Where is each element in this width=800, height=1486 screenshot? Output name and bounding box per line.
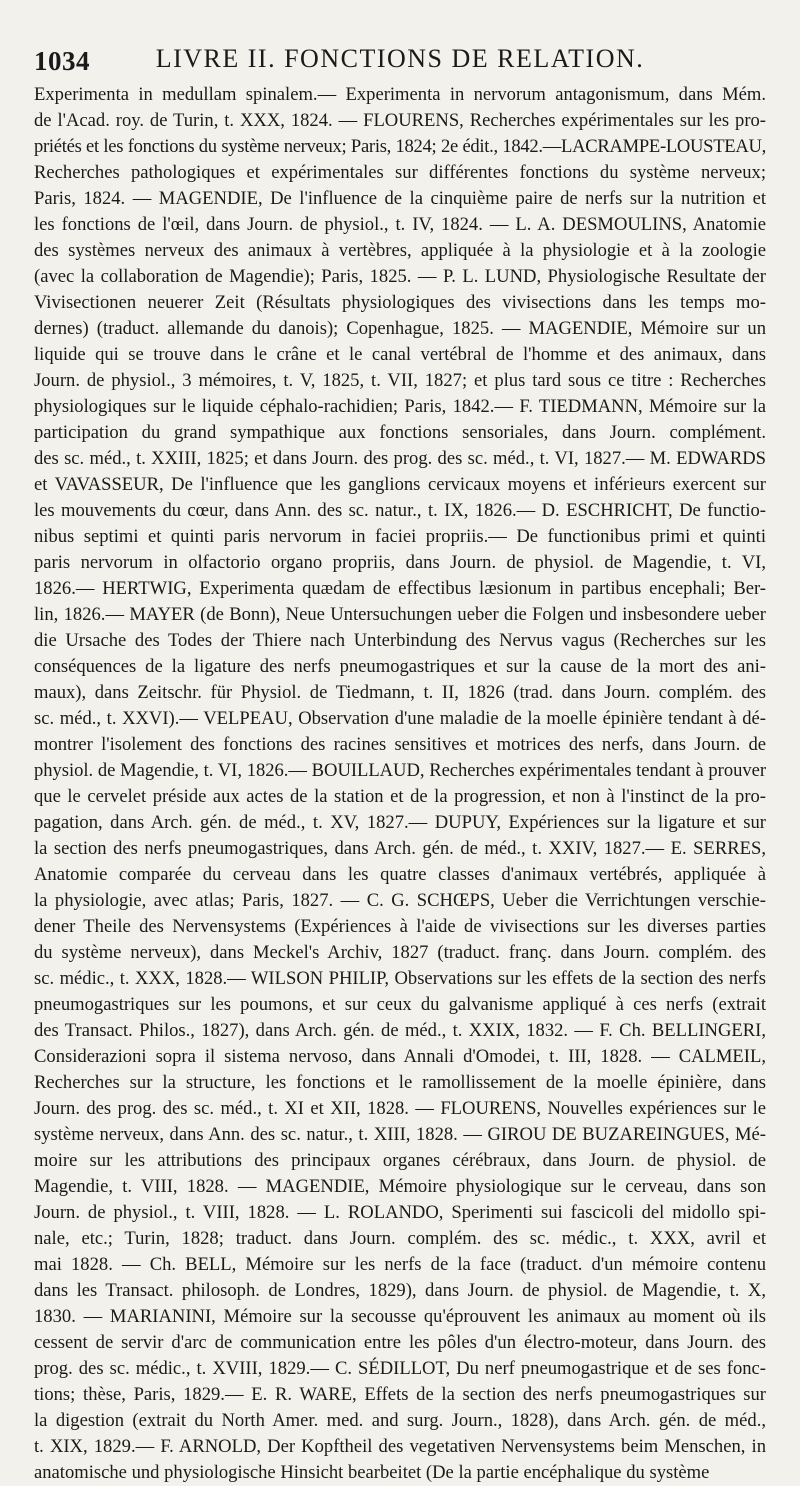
text-line: dener Theile des Nervensystems (Expériences à l'aide de vivisections sur les diverses parties: [34, 916, 766, 937]
text-line: maux), dans Zeitschr. für Physiol. de Tiedmann, t. II, 1826 (trad. dans Journ. complém. des: [34, 682, 766, 703]
text-line: paris nervorum in olfactorio organo propriis, dans Journ. de physiol. de Magendie, t. VI,: [34, 552, 766, 573]
text-line: dans les Transact. philosoph. de Londres, 1829), dans Journ. de physiol. de Magendie, t. X,: [34, 1280, 766, 1301]
text-line: Recherches sur la structure, les fonctions et le ramollissement de la moelle épinière, dans: [34, 1072, 766, 1093]
text-line: Journ. des prog. des sc. méd., t. XI et XII, 1828. — FLOURENS, Nouvelles expériences sur le: [34, 1098, 766, 1119]
text-line: système nerveux, dans Ann. des sc. natur., t. XIII, 1828. — GIROU DE BUZAREINGUES, Mé-: [34, 1124, 766, 1145]
text-line: 1826.— HERTWIG, Experimenta quædam de effectibus læsionum in partibus encephali; Ber-: [34, 578, 766, 599]
text-line: sc. méd., t. XXVI).— VELPEAU, Observation d'une maladie de la moelle épinière tendant à dé-: [34, 708, 766, 729]
text-line: du système nerveux), dans Meckel's Archiv, 1827 (traduct. franç. dans Journ. complém. des: [34, 942, 766, 963]
text-line: des systèmes nerveux des animaux à vertèbres, appliquée à la physiologie et à la zoologie: [34, 240, 766, 261]
text-line: des Transact. Philos., 1827), dans Arch. gén. de méd., t. XXIX, 1832. — F. Ch. BELLINGERI,: [34, 1020, 766, 1041]
text-line: t. XIX, 1829.— F. ARNOLD, Der Kopftheil des vegetativen Nervensystems beim Menschen, in: [34, 1436, 766, 1457]
text-line: et VAVASSEUR, De l'influence que les ganglions cervicaux moyens et inférieurs exercent sur: [34, 474, 766, 495]
text-line: Recherches pathologiques et expérimentales sur différentes fonctions du système nerveux;: [34, 162, 766, 183]
text-line: pneumogastriques sur les poumons, et sur ceux du galvanisme appliqué à ces nerfs (extrait: [34, 994, 766, 1015]
text-line: pagation, dans Arch. gén. de méd., t. XV, 1827.— DUPUY, Expériences sur la ligature et sur: [34, 812, 766, 833]
text-line: Vivisectionen neuerer Zeit (Résultats physiologiques des vivisections dans les temps mo-: [34, 292, 766, 313]
text-line: dernes) (traduct. allemande du danois); Copenhague, 1825. — MAGENDIE, Mémoire sur un: [34, 318, 766, 339]
text-line: mai 1828. — Ch. BELL, Mémoire sur les nerfs de la face (traduct. d'un mémoire contenu: [34, 1254, 766, 1275]
text-line: Experimenta in medullam spinalem.— Experimenta in nervorum antagonismum, dans Mém.: [34, 84, 766, 105]
text-line: de l'Acad. roy. de Turin, t. XXX, 1824. — FLOURENS, Recherches expérimentales sur les pro-: [34, 110, 766, 131]
text-line: lin, 1826.— MAYER (de Bonn), Neue Untersuchungen ueber die Folgen und insbesondere ueber: [34, 604, 766, 625]
text-line: anatomische und physiologische Hinsicht bearbeitet (De la partie encéphalique du système: [34, 1462, 710, 1483]
text-line: sc. médic., t. XXX, 1828.— WILSON PHILIP, Observations sur les effets de la section des nerfs: [34, 968, 766, 989]
text-line: des sc. méd., t. XXIII, 1825; et dans Journ. des prog. des sc. méd., t. VI, 1827.— M. EDWARDS: [34, 448, 766, 469]
text-line: cessent de servir d'arc de communication entre les pôles d'un électro-moteur, dans Journ. des: [34, 1332, 766, 1353]
running-head: LIVRE II. FONCTIONS DE RELATION.: [155, 44, 645, 73]
text-line: nibus septimi et quinti paris nervorum in faciei propriis.— De functionibus primi et quinti: [34, 526, 766, 547]
body-text: [34, 82, 766, 1486]
text-line: les fonctions de l'œil, dans Journ. de physiol., t. IV, 1824. — L. A. DESMOULINS, Anatomie: [34, 214, 766, 235]
text-line: liquide qui se trouve dans le crâne et le canal vertébral de l'homme et des animaux, dans: [34, 344, 766, 365]
text-line: (avec la collaboration de Magendie); Paris, 1825. — P. L. LUND, Physiologische Resultate der: [34, 266, 766, 287]
page-number: 1034: [34, 46, 90, 76]
text-line: la section des nerfs pneumogastriques, dans Arch. gén. de méd., t. XXIV, 1827.— E. SERRES,: [34, 838, 766, 859]
text-line: participation du grand sympathique aux fonctions sensoriales, dans Journ. complément.: [34, 422, 766, 443]
text-line: 1830. — MARIANINI, Mémoire sur la secousse qu'éprouvent les animaux au moment où ils: [34, 1306, 766, 1327]
text-line: que le cervelet préside aux actes de la station et de la progression, et non à l'instinct de la pro-: [34, 786, 766, 807]
text-line: die Ursache des Todes der Thiere nach Unterbindung des Nervus vagus (Recherches sur les: [34, 630, 766, 651]
text-line: moire sur les attributions des principaux organes cérébraux, dans Journ. de physiol. de: [34, 1150, 766, 1171]
text-line: Anatomie comparée du cerveau dans les quatre classes d'animaux vertébrés, appliquée à: [34, 864, 766, 885]
text-line: prog. des sc. médic., t. XVIII, 1829.— C. SÉDILLOT, Du nerf pneumogastrique et de ses fonc-: [34, 1358, 766, 1379]
text-line: Paris, 1824. — MAGENDIE, De l'influence de la cinquième paire de nerfs sur la nutrition et: [34, 188, 766, 209]
text-line: Journ. de physiol., 3 mémoires, t. V, 1825, t. VII, 1827; et plus tard sous ce titre : Recherches: [34, 370, 766, 391]
text-line: les mouvements du cœur, dans Ann. des sc. natur., t. IX, 1826.— D. ESCHRICHT, De functio-: [34, 500, 766, 521]
text-line: conséquences de la ligature des nerfs pneumogastriques et sur la cause de la mort des ani-: [34, 656, 766, 677]
text-line: Magendie, t. VIII, 1828. — MAGENDIE, Mémoire physiologique sur le cerveau, dans son: [34, 1176, 766, 1197]
text-line: montrer l'isolement des fonctions des racines sensitives et motrices des nerfs, dans Journ. de: [34, 734, 766, 755]
text-line: la digestion (extrait du North Amer. med. and surg. Journ., 1828), dans Arch. gén. de méd.,: [34, 1410, 766, 1431]
text-line: nale, etc.; Turin, 1828; traduct. dans Journ. complém. des sc. médic., t. XXX, avril et: [34, 1228, 766, 1249]
page-header: [34, 36, 766, 80]
text-line: physiologiques sur le liquide céphalo-rachidien; Paris, 1842.— F. TIEDMANN, Mémoire sur la: [34, 396, 766, 417]
text-line: tions; thèse, Paris, 1829.— E. R. WARE, Effets de la section des nerfs pneumogastriques sur: [34, 1384, 766, 1405]
text-line: Journ. de physiol., t. VIII, 1828. — L. ROLANDO, Sperimenti sui fascicoli del midollo spi-: [34, 1202, 766, 1223]
text-line: Considerazioni sopra il sistema nervoso, dans Annali d'Omodei, t. III, 1828. — CALMEIL,: [34, 1046, 766, 1067]
text-line: priétés et les fonctions du système nerveux; Paris, 1824; 2e édit., 1842.—LACRAMPE-LOUSTEAU,: [34, 136, 766, 157]
text-line: la physiologie, avec atlas; Paris, 1827. — C. G. SCHŒPS, Ueber die Verrichtungen verschie-: [34, 890, 766, 911]
text-line: physiol. de Magendie, t. VI, 1826.— BOUILLAUD, Recherches expérimentales tendant à prouver: [34, 760, 766, 781]
